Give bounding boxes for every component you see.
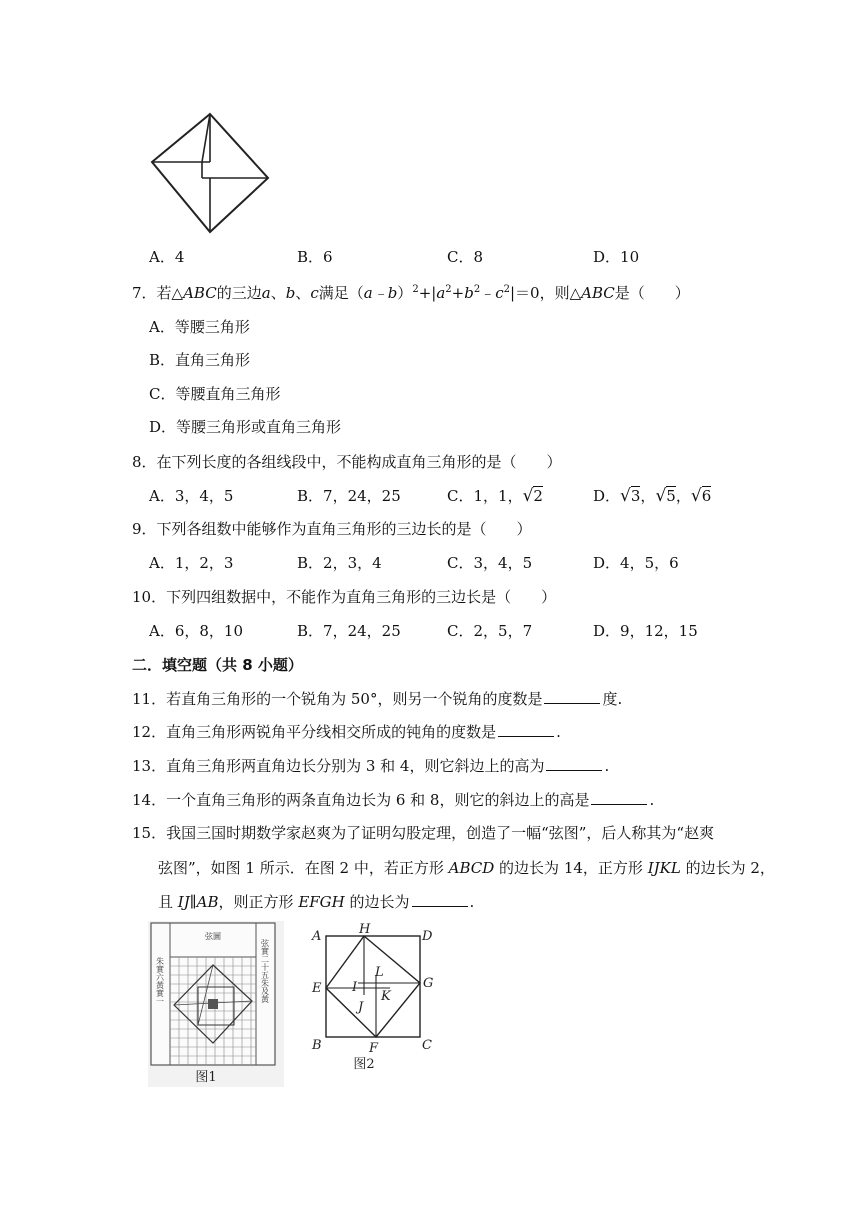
q15-line1: 15．我国三国时期数学家赵爽为了证明勾股定理，创造了一幅“弦图”，后人称其为“赵爽 [132, 824, 715, 842]
sqrt-symbol: √ [690, 486, 702, 506]
fig2-label-f: F [369, 1041, 379, 1056]
q8-sep: ， [675, 487, 691, 505]
q9-stem: 9．下列各组数中能够作为直角三角形的三边长的是（ ） [132, 520, 532, 538]
q7-text: 满足（ [318, 284, 364, 302]
q7-expr: a﹣b [363, 284, 398, 302]
answer-blank[interactable] [544, 691, 600, 704]
q14-stem [132, 789, 654, 810]
q15-text: 且 [158, 893, 174, 911]
fig2-label-b: B [312, 1038, 322, 1053]
q8-option-d-text: D． [593, 487, 621, 505]
q7-option-d: D．等腰三角形或直角三角形 [149, 418, 342, 436]
q9-option-d: D．4，5，6 [593, 554, 679, 572]
q8-sep: ， [640, 487, 656, 505]
q8-radicand: 5 [666, 487, 676, 505]
q15-square-ijkl: IJKL [647, 859, 681, 877]
q15-text: 的边长为 14，正方形 [499, 859, 643, 877]
answer-blank[interactable] [546, 758, 602, 771]
q15-text: ，则正方形 [218, 893, 294, 911]
q6-option-b: B．6 [297, 248, 333, 266]
q7-text: 的三边 [216, 284, 262, 302]
q7-text: 是（ ） [614, 284, 690, 302]
q7-option-a: A．等腰三角形 [149, 318, 250, 336]
q7-text: |＝0，则△ [510, 284, 582, 302]
q7-text: ﹣ [480, 284, 496, 302]
fig2-label-k: K [381, 989, 391, 1004]
q15-square-efgh: EFGH [298, 893, 345, 911]
fig2-label-j: J [358, 1000, 364, 1015]
q11-stem [132, 688, 622, 709]
q7-exponent: 2 [503, 284, 510, 295]
q7-triangle: ABC [581, 284, 615, 302]
q7-sep: 、 [270, 284, 286, 302]
fig2-label-i: I [352, 980, 358, 995]
sqrt-symbol: √ [655, 486, 667, 506]
q11-text: 11．若直角三角形的一个锐角为 50°，则另一个锐角的度数是 [132, 690, 543, 708]
q9-option-b: B．2，3，4 [297, 554, 382, 572]
q8-option-c-text: C．1，1， [447, 487, 523, 505]
q6-option-d: D．10 [593, 248, 640, 266]
q12-stem [132, 721, 561, 742]
q7-var: c [310, 284, 319, 302]
q7-var: a [261, 284, 271, 302]
q13-text: 13．直角三角形两直角边长分别为 3 和 4，则它斜边上的高为 [132, 757, 545, 775]
fig2-label-c: C [422, 1038, 432, 1053]
q12-text: 12．直角三角形两锐角平分线相交所成的钝角的度数是 [132, 723, 497, 741]
q7-option-c: C．等腰直角三角形 [149, 385, 281, 403]
q11-text: 度. [602, 690, 623, 708]
answer-blank[interactable] [498, 724, 554, 737]
q7-stem [132, 282, 690, 303]
figure-1 [148, 921, 284, 1087]
q15-text: . [469, 893, 475, 911]
q15-text: 弦图”，如图 1 所示．在图 2 中，若正方形 [158, 859, 444, 877]
q8-option-d [593, 485, 711, 506]
q15-square-abcd: ABCD [448, 859, 495, 877]
q8-radicand: 6 [701, 487, 712, 505]
figure-1-drawing [148, 921, 284, 1087]
fig2-label-a: A [312, 929, 322, 944]
q14-text: . [649, 791, 655, 809]
q7-text: + [451, 284, 465, 302]
q7-option-b: B．直角三角形 [149, 351, 251, 369]
q7-exponent: 2 [445, 284, 452, 295]
q6-option-c: C．8 [447, 248, 484, 266]
q8-option-b: B．7，24，25 [297, 487, 401, 505]
q15-text: 的边长为 2， [685, 859, 775, 877]
answer-blank[interactable] [591, 792, 647, 805]
q15-line3 [158, 891, 474, 912]
figure-2-caption: 图2 [353, 1057, 375, 1072]
answer-blank[interactable] [412, 894, 468, 907]
figure-1-right-text: 弦實二十五朱及黃 [260, 939, 270, 1003]
q7-triangle: ABC [183, 284, 217, 302]
q7-text: ） [397, 284, 413, 302]
q8-radicand: 3 [630, 487, 641, 505]
q9-option-a: A．1，2，3 [149, 554, 234, 572]
q7-expr: a [436, 284, 446, 302]
q15-text: 的边长为 [349, 893, 410, 911]
q6-figure [148, 112, 272, 234]
sqrt-symbol: √ [522, 486, 534, 506]
q8-radicand: 2 [533, 487, 543, 505]
fig2-label-e: E [312, 981, 322, 996]
q7-text: 若△ [156, 284, 184, 302]
q7-expr: c [495, 284, 504, 302]
q13-stem [132, 755, 609, 776]
q10-option-d: D．9，12，15 [593, 622, 698, 640]
q12-text: . [556, 723, 561, 741]
q13-text: . [604, 757, 610, 775]
sqrt-symbol: √ [620, 486, 631, 506]
figure-1-left-text: 朱實六黃實一 [155, 957, 165, 1005]
q15-line2 [158, 857, 775, 878]
q8-option-a: A．3，4，5 [149, 487, 234, 505]
q6-option-a: A．4 [149, 248, 185, 266]
figure-1-caption: 图1 [195, 1070, 217, 1085]
q7-exponent: 2 [473, 284, 481, 295]
q15-parallel: IJ∥AB [177, 893, 219, 911]
fig2-label-g: G [423, 976, 434, 991]
q9-option-c: C．3，4，5 [447, 554, 533, 572]
q7-number: 7． [132, 284, 157, 302]
fig2-label-d: D [422, 929, 433, 944]
section-heading: 二．填空题（共 8 小题） [132, 656, 303, 674]
q7-expr: b [464, 284, 474, 302]
figure-2-drawing [304, 921, 440, 1087]
q10-option-a: A．6，8，10 [149, 622, 244, 640]
q7-sep: 、 [295, 284, 311, 302]
q8-stem: 8．在下列长度的各组线段中，不能构成直角三角形的是（ ） [132, 453, 562, 471]
q7-var: b [285, 284, 296, 302]
q10-stem: 10．下列四组数据中，不能作为直角三角形的三边长是（ ） [132, 588, 557, 606]
q10-option-c: C．2，5，7 [447, 622, 533, 640]
fig2-label-h: H [359, 922, 371, 937]
q7-text: +| [418, 284, 437, 302]
q7-exponent: 2 [412, 284, 419, 295]
figure-1-title: 弦圖 [205, 932, 221, 941]
figure-2 [304, 921, 440, 1087]
q14-text: 14．一个直角三角形的两条直角边长为 6 和 8，则它的斜边上的高是 [132, 791, 590, 809]
q10-option-b: B．7，24，25 [297, 622, 401, 640]
q8-option-c [447, 485, 543, 506]
fig2-label-l: L [375, 965, 384, 980]
